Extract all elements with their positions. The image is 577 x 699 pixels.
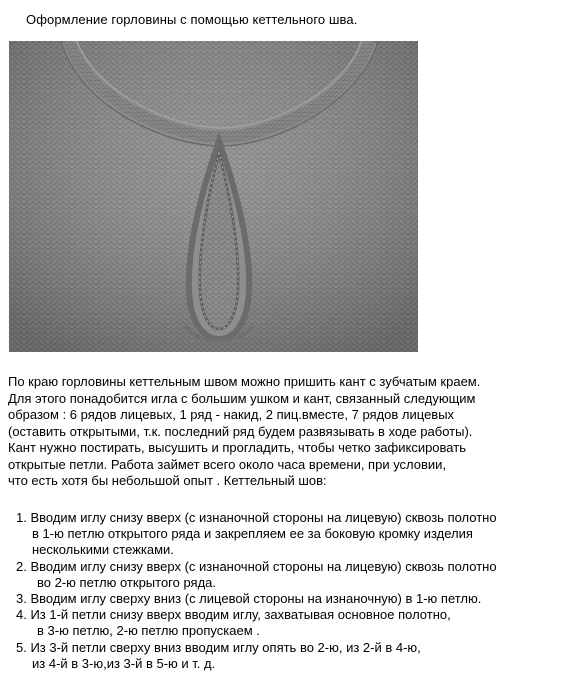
step-line: 4. Из 1-й петли снизу вверх вводим иглу, захватывая основное полотно, <box>16 607 451 623</box>
intro-line: открытые петли. Работа займет всего около часа времени, при условии, <box>8 456 447 472</box>
step-line: 5. Из 3-й петли сверху вниз вводим иглу опять во 2-ю, из 2-й в 4-ю, <box>16 639 421 655</box>
step-line: во 2-ю петлю открытого ряда. <box>37 574 217 590</box>
steps-list <box>8 510 573 672</box>
step-line: 2. Вводим иглу снизу вверх (с изнаночной стороны на лицевую) сквозь полотно <box>16 558 497 574</box>
step-line: из 4-й в 3-ю,из 3-й в 5-ю и т. д. <box>32 655 216 671</box>
intro-line: Для этого понадобится игла с большим ушком и кант, связанный следующим <box>8 390 476 406</box>
intro-line: По краю горловины кеттельным швом можно пришить кант с зубчатым краем. <box>8 374 481 389</box>
page-title: Оформление горловины с помощью кеттельного шва. <box>26 12 358 27</box>
intro-line: Кант нужно постирать, высушить и прогладить, чтобы четко зафиксировать <box>8 440 466 455</box>
step-line: 1. Вводим иглу снизу вверх (с изнаночной стороны на лицевую) сквозь полотно <box>16 510 497 525</box>
knitted-neckline-photo <box>9 41 418 352</box>
step-line: в 3-ю петлю, 2-ю петлю пропускаем . <box>37 623 260 639</box>
intro-line: что есть хотя бы небольшой опыт . Кеттельный шов: <box>8 473 327 488</box>
intro-line: (оставить открытыми, т.к. последний ряд будем развязывать в ходе работы). <box>8 423 473 439</box>
intro-paragraph <box>8 374 568 490</box>
step-line: 3. Вводим иглу сверху вниз (с лицевой стороны на изнаночную) в 1-ю петлю. <box>16 591 482 607</box>
intro-line: образом : 6 рядов лицевых, 1 ряд - накид, 2 пиц.вместе, 7 рядов лицевых <box>8 407 455 422</box>
step-line: несколькими стежками. <box>32 542 174 558</box>
step-line: в 1-ю петлю открытого ряда и закрепляем ее за боковую кромку изделия <box>32 526 473 542</box>
